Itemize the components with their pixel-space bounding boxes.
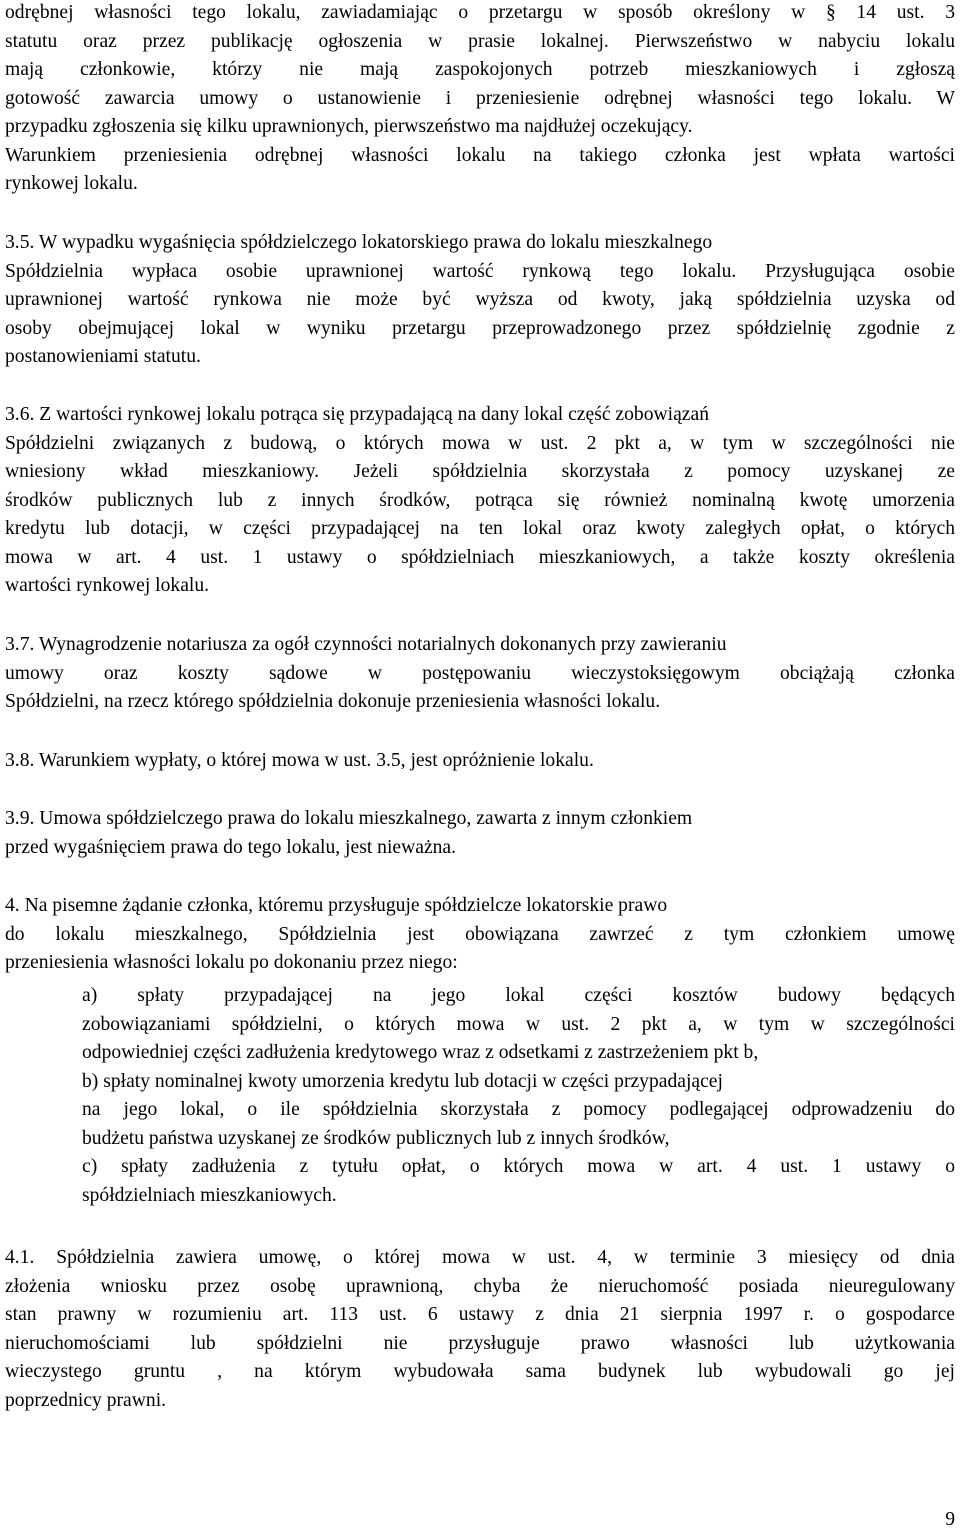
- text-line: wieczystego gruntu , na którym wybudowała sama budynek lub wybudowali go jej: [5, 1361, 955, 1382]
- text-line: Spółdzielnia wypłaca osobie uprawnionej wartość rynkową tego lokalu. Przysługująca osobie: [5, 261, 955, 282]
- text-line: złożenia wniosku przez osobę uprawnioną, chyba że nieruchomość posiada nieuregulowany: [5, 1276, 955, 1297]
- list-item: b) spłaty nominalnej kwoty umorzenia kredytu lub dotacji w części przypadającej: [82, 1071, 723, 1092]
- text-line: 3.6. Z wartości rynkowej lokalu potrąca się przypadającą na dany lokal część zobowiązań: [5, 404, 709, 425]
- list-item: c) spłaty zadłużenia z tytułu opłat, o których mowa w art. 4 ust. 1 ustawy o: [82, 1156, 955, 1177]
- list-item: a) spłaty przypadającej na jego lokal części kosztów budowy będących: [82, 985, 955, 1006]
- text-line: poprzednicy prawni.: [5, 1390, 167, 1411]
- text-line: Spółdzielni, na rzecz którego spółdzielnia dokonuje przeniesienia własności lokalu.: [5, 691, 661, 712]
- text-line: kredytu lub dotacji, w części przypadającej na ten lokal oraz kwoty zaległych opłat, o których: [5, 518, 955, 539]
- text-line: wartości rynkowej lokalu.: [5, 575, 210, 596]
- text-line: przed wygaśnięciem prawa do tego lokalu, jest nieważna.: [5, 837, 457, 858]
- text-line: Spółdzielni związanych z budową, o których mowa w ust. 2 pkt a, w tym w szczególności nie: [5, 433, 955, 454]
- text-line: odrębnej własności tego lokalu, zawiadamiając o przetargu w sposób określony w § 14 ust. 3: [5, 2, 955, 23]
- text-line: gotowość zawarcia umowy o ustanowienie i przeniesienie odrębnej własności tego lokalu. W: [5, 88, 955, 109]
- list-item: budżetu państwa uzyskanej ze środków publicznych lub z innych środków,: [82, 1128, 670, 1149]
- text-line: przeniesienia własności lokalu po dokonaniu przez niego:: [5, 952, 458, 973]
- text-line: środków publicznych lub z innych środków, potrąca się również nominalną kwotę umorzenia: [5, 490, 955, 511]
- text-line: 3.9. Umowa spółdzielczego prawa do lokalu mieszkalnego, zawarta z innym członkiem: [5, 808, 693, 829]
- list-item: spółdzielniach mieszkaniowych.: [82, 1185, 337, 1206]
- text-line: rynkowej lokalu.: [5, 173, 138, 194]
- text-line: stan prawny w rozumieniu art. 113 ust. 6 ustawy z dnia 21 sierpnia 1997 r. o gospodarce: [5, 1304, 955, 1325]
- text-line: umowy oraz koszty sądowe w postępowaniu wieczystoksięgowym obciążają członka: [5, 663, 955, 684]
- text-line: 4.1. Spółdzielnia zawiera umowę, o której mowa w ust. 4, w terminie 3 miesięcy od dnia: [5, 1247, 955, 1268]
- page-number: 9: [945, 1509, 955, 1530]
- text-line: mają członkowie, którzy nie mają zaspokojonych potrzeb mieszkaniowych i zgłoszą: [5, 59, 955, 80]
- list-item: na jego lokal, o ile spółdzielnia skorzystała z pomocy podlegającej odprowadzeniu do: [82, 1099, 955, 1120]
- text-line: postanowieniami statutu.: [5, 346, 201, 367]
- text-line: nieruchomościami lub spółdzielni nie przysługuje prawo własności lub użytkowania: [5, 1333, 955, 1354]
- text-line: 3.7. Wynagrodzenie notariusza za ogół czynności notarialnych dokonanych przy zawieraniu: [5, 634, 727, 655]
- list-item: zobowiązaniami spółdzielni, o których mowa w ust. 2 pkt a, w tym w szczególności: [82, 1014, 955, 1035]
- text-line: uprawnionej wartość rynkowa nie może być wyższa od kwoty, jaką spółdzielnia uzyska od: [5, 289, 955, 310]
- text-line: do lokalu mieszkalnego, Spółdzielnia jest obowiązana zawrzeć z tym członkiem umowę: [5, 924, 955, 945]
- list-item: odpowiedniej części zadłużenia kredytowego wraz z odsetkami z zastrzeżeniem pkt b,: [82, 1042, 759, 1063]
- text-line: osoby obejmującej lokal w wyniku przetargu przeprowadzonego przez spółdzielnię zgodnie z: [5, 318, 955, 339]
- text-line: wniesiony wkład mieszkaniowy. Jeżeli spółdzielnia skorzystała z pomocy uzyskanej ze: [5, 461, 955, 482]
- text-line: mowa w art. 4 ust. 1 ustawy o spółdzielniach mieszkaniowych, a także koszty określenia: [5, 547, 955, 568]
- text-line: 3.5. W wypadku wygaśnięcia spółdzielczego lokatorskiego prawa do lokalu mieszkalnego: [5, 232, 713, 253]
- text-line: 3.8. Warunkiem wypłaty, o której mowa w ust. 3.5, jest opróżnienie lokalu.: [5, 750, 594, 771]
- text-line: Warunkiem przeniesienia odrębnej własności lokalu na takiego członka jest wpłata wartości: [5, 145, 955, 166]
- text-line: statutu oraz przez publikację ogłoszenia w prasie lokalnej. Pierwszeństwo w nabyciu lokalu: [5, 31, 955, 52]
- text-line: przypadku zgłoszenia się kilku uprawnionych, pierwszeństwo ma najdłużej oczekujący.: [5, 116, 693, 137]
- text-line: 4. Na pisemne żądanie członka, któremu przysługuje spółdzielcze lokatorskie prawo: [5, 895, 668, 916]
